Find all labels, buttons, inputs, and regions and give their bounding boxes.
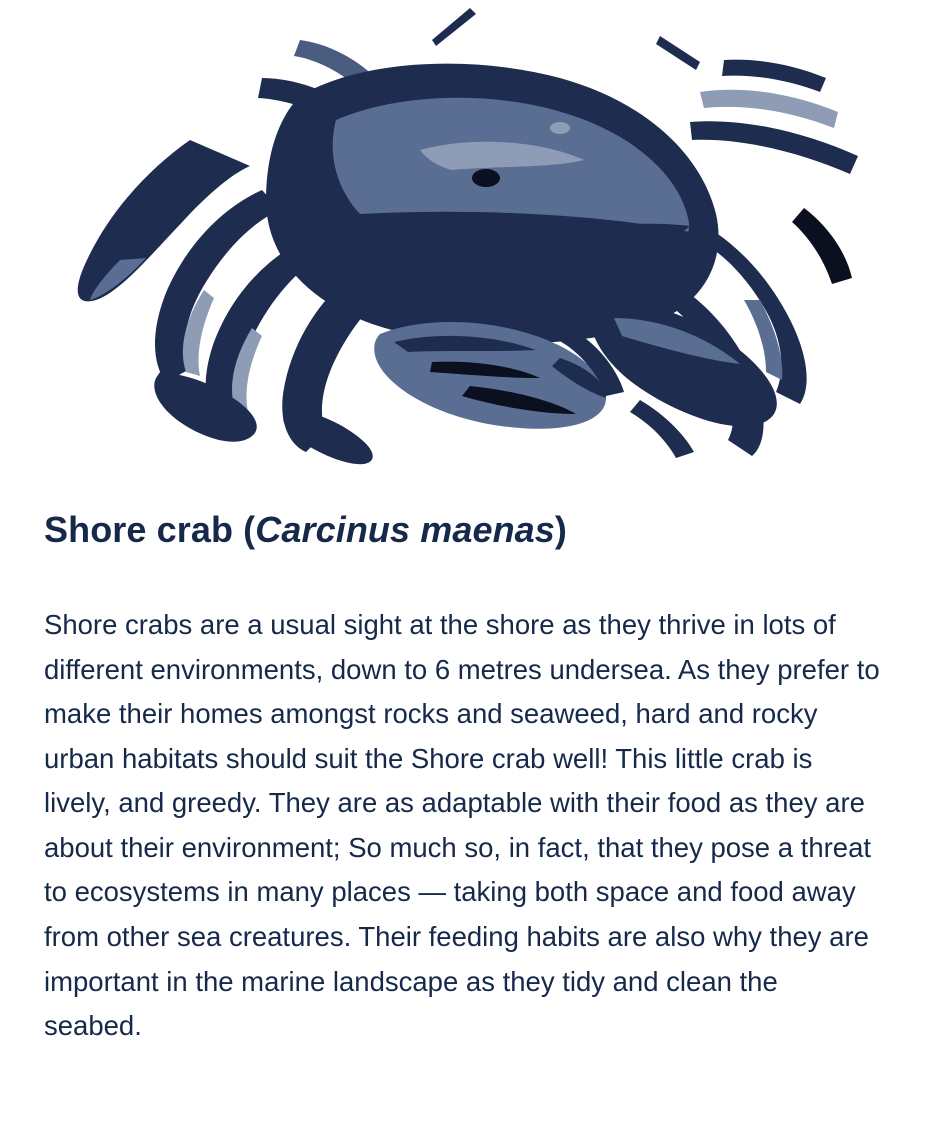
body-text: Shore crabs are a usual sight at the shore as they thrive in lots of different environments, down to 6 metres undersea. As they prefer to make their homes amongst rocks and seaweed, hard and rocky urban habitats should suit the Shore crab well! This little crab is lively, and greedy. They are as adaptable with their food as they are about their environment; So much so, in fact, that they pose a threat to ecosystems in many places — taking both space and food away from other sea creatures. Their feeding habits are also why they are important in the marine landscape as they tidy and clean the seabed. <box>44 609 880 1042</box>
shore-crab-illustration <box>0 0 926 490</box>
page-title <box>0 490 926 551</box>
common-name: Shore crab ( <box>44 509 256 550</box>
title-closing-paren: ) <box>554 509 568 550</box>
scientific-name: Carcinus maenas <box>255 509 555 550</box>
crab-artwork <box>0 0 926 490</box>
